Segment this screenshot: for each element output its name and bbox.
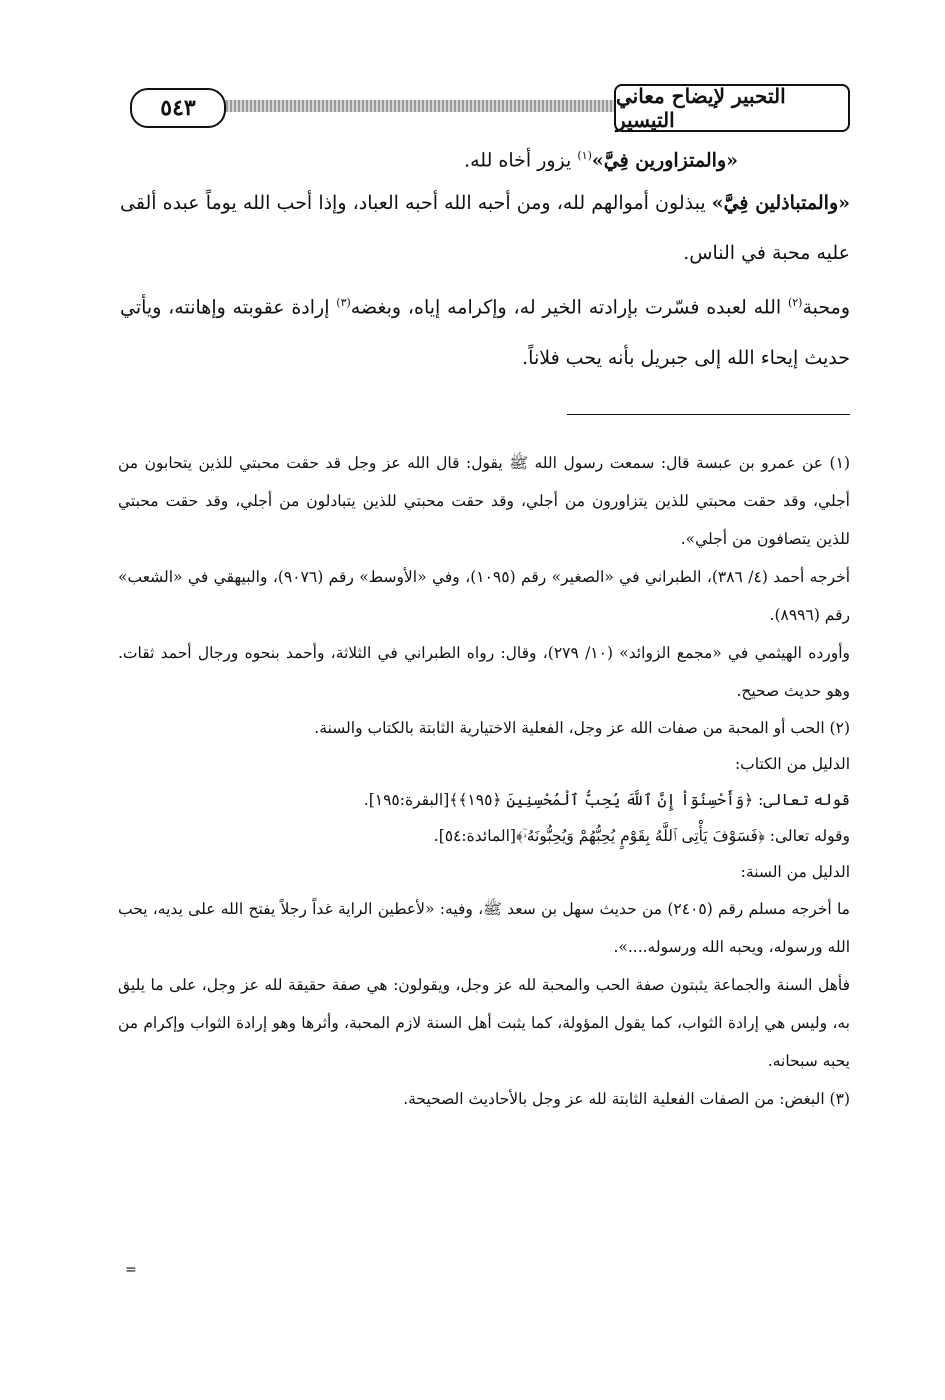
- paragraph-text: ومحبة: [802, 296, 850, 319]
- paragraph-1: [120, 138, 850, 178]
- page-header: [122, 80, 850, 132]
- header-ornament-band: [182, 100, 630, 112]
- footnote-ref: (٣): [336, 296, 351, 310]
- footnote-1-source: أخرجه أحمد (٤/ ٣٨٦)، الطبراني في «الصغير» رقم (١٠٩٥)، وفي «الأوسط» رقم (٩٠٧٦)، والبيهقي في «الشعب» رقم (٨٩٩٦).: [118, 568, 851, 624]
- footnote-2-heading-book: الدليل من الكتاب:: [734, 755, 850, 773]
- footnote-2-verse-1: قوله تعالى: ﴿وَأَحْسِنُوٓاْ إِنَّ ٱللَّهَ يُحِبُّ ٱلْمُحْسِنِينَ ﴿١٩٥﴾﴾[البقرة:١٩٥].: [363, 791, 850, 809]
- paragraph-text: يبذلون أموالهم لله، ومن أحبه الله أحبه العباد، وإذا أحب الله يوماً عبده ألقى عليه محبة في الناس.: [120, 192, 850, 265]
- footnote-ref: (١): [577, 149, 592, 162]
- footnote-1-grading: وأورده الهيثمي في «مجمع الزوائد» (١٠/ ٢٧٩)، وقال: رواه الطبراني في الثلاثة، وأحمد بنحوه ورجال أحمد ثقات. وهو حديث صحيح.: [118, 644, 851, 700]
- footnote-ref: (٢): [787, 296, 803, 310]
- hadith-phrase: «والمتباذلين فِيَّ»: [711, 192, 850, 215]
- footnotes: [118, 444, 850, 1118]
- book-title: التحبير لإيضاح معاني التيسير: [614, 84, 850, 132]
- footnote-2-hadith: ما أخرجه مسلم رقم (٢٤٠٥) من حديث سهل بن سعد ﷺ، وفيه: «لأعطين الراية غداً رجلاً يفتح الله على يديه، يحب الله ورسوله، ويحبه الله ورسوله....».: [118, 900, 850, 956]
- footnote-2-verse-2: وقوله تعالى: ﴿فَسَوْفَ يَأْتِى ٱللَّهُ بِقَوْمٍ يُحِبُّهُمْ وَيُحِبُّونَهُۥٓ﴾[المائدة:٥٤].: [433, 827, 850, 845]
- hadith-phrase: «والمتزاورين فِيَّ»: [591, 149, 738, 172]
- paragraph-text: إرادة عقوبته وإهانته، ويأتي حديث إيحاء الله إلى جبريل بأنه يحب فلاناً.: [120, 296, 850, 369]
- main-text: [120, 138, 850, 383]
- footnote-3-text: (٣) البغض: من الصفات الفعلية الثابتة لله عز وجل بالأحاديث الصحيحة.: [403, 1090, 850, 1108]
- footnote-2-heading-sunnah: الدليل من السنة:: [740, 863, 850, 881]
- footnote-2-explanation: فأهل السنة والجماعة يثبتون صفة الحب والمحبة لله عز وجل، ويقولون: هي صفة حقيقة لله عز وجل، على ما يليق به، وليس هي إرادة الثواب، كما يقول المؤولة، كما يثبت أهل السنة لازم المحبة، وأثرها وهو إرادة الثواب وإكرام من يحبه سبحانه.: [118, 976, 850, 1070]
- paragraph-text: الله لعبده فسّرت بإرادته الخير له، وإكرامه إياه، وبغضه: [350, 296, 788, 319]
- footnote-1-text: (١) عن عمرو بن عبسة قال: سمعت رسول الله ﷺ يقول: قال الله عز وجل قد حقت محبتي للذين يتحابون من أجلي، وقد حقت محبتي للذين يتزاورون من أجلي، وقد حقت محبتي للذين يتبادلون من أجلي، وقد حقت محبتي للذين يتصافون من أجلي».: [118, 454, 850, 548]
- footnote-2-text: (٢) الحب أو المحبة من صفات الله عز وجل، الفعلية الاختيارية الثابتة بالكتاب والسنة.: [314, 719, 850, 737]
- page-number: ٥٤٣: [130, 88, 226, 128]
- paragraph-2: [120, 178, 850, 278]
- continuation-mark: =: [125, 1262, 137, 1278]
- paragraph-text: يزور أخاه لله.: [464, 149, 578, 172]
- paragraph-3: [120, 278, 850, 382]
- footnote-separator: [567, 414, 850, 415]
